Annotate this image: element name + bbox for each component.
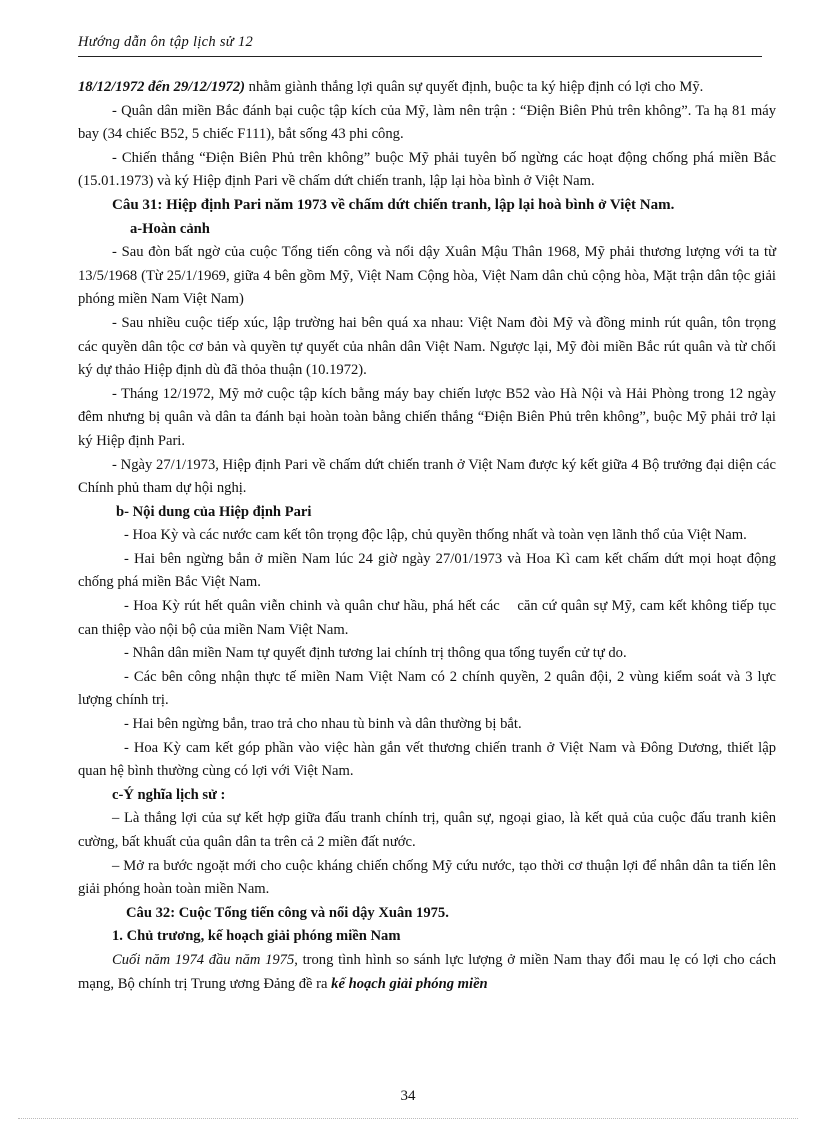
content-item-1: - Hoa Kỳ và các nước cam kết tôn trọng độc lập, chủ quyền thống nhất và toàn vẹn lãnh thổ của Việt Nam. [124, 527, 747, 544]
paragraph-plan [78, 949, 776, 996]
paragraph-continuation [78, 76, 776, 100]
content-item-3: - Hoa Kỳ rút hết quân viễn chinh và quân chư hầu, phá hết các căn cứ quân sự Mỹ, cam kết không tiếp tục can thiệp vào nội bộ của miền Nam Việt Nam. [78, 598, 780, 638]
emphasis-text: kế hoạch giải phóng miền [331, 975, 488, 992]
section-a-heading: a-Hoàn cảnh [130, 220, 210, 237]
document-body [78, 76, 780, 996]
question-32-heading: Câu 32: Cuộc Tổng tiến công và nổi dậy Xuân 1975. [126, 904, 449, 921]
context-item-1: - Sau đòn bất ngờ của cuộc Tổng tiến công và nổi dậy Xuân Mậu Thân 1968, Mỹ phải thương lượng với ta từ 13/5/1968 (Từ 25/1/1969, giữa 4 bên gồm Mỹ, Việt Nam Cộng hòa, Việt Nam dân chủ cộng hòa, Mặt trận dân tộc giải phóng miền Nam Việt Nam) [78, 244, 776, 308]
paragraph-text: , trong tình hình so sánh lực lượng ở miền Nam thay đổi mau lẹ có lợi cho cách mạng, Bộ chính trị Trung ương Đảng đề ra [78, 951, 777, 992]
paragraph-dien-bien-phu: - Quân dân miền Bắc đánh bại cuộc tập kích của Mỹ, làm nên trận : “Điện Biên Phủ trên không”. Ta hạ 81 máy bay (34 chiếc B52, 5 chiếc F111), bắt sống 43 phi công. [78, 102, 776, 143]
header-rule [78, 56, 762, 57]
paragraph-victory: - Chiến thắng “Điện Biên Phủ trên không” buộc Mỹ phải tuyên bố ngừng các hoạt động chống phá miền Bắc (15.01.1973) và ký Hiệp định Pari về chấm dứt chiến tranh, lập lại hòa bình ở Việt Nam. [78, 149, 776, 190]
italic-date-text: Cuối năm 1974 đầu năm 1975 [112, 951, 295, 968]
content-item-4: - Nhân dân miền Nam tự quyết định tương lai chính trị thông qua tổng tuyển cử tự do. [124, 645, 627, 662]
context-item-4: - Ngày 27/1/1973, Hiệp định Pari về chấm dứt chiến tranh ở Việt Nam được ký kết giữa 4 Bộ trưởng đại diện các Chính phủ tham dự hội nghị. [78, 456, 776, 497]
paragraph-text: nhằm giành thắng lợi quân sự quyết định, buộc ta ký hiệp định có lợi cho Mỹ. [245, 79, 704, 95]
significance-item-2: – Mở ra bước ngoặt mới cho cuộc kháng chiến chống Mỹ cứu nước, tạo thời cơ thuận lợi để nhân dân ta tiến lên giải phóng hoàn toàn miền Nam. [78, 857, 776, 898]
content-item-5: - Các bên công nhận thực tế miền Nam Việt Nam có 2 chính quyền, 2 quân đội, 2 vùng kiểm soát và 3 lực lượng chính trị. [78, 668, 776, 709]
question-31-heading: Câu 31: Hiệp định Pari năm 1973 về chấm dứt chiến tranh, lập lại hoà bình ở Việt Nam. [112, 196, 675, 213]
date-range-text: 18/12/1972 đến 29/12/1972) [78, 79, 246, 95]
significance-item-1: – Là thắng lợi của sự kết hợp giữa đấu tranh chính trị, quân sự, ngoại giao, là kết quả của cuộc đấu tranh kiên cường, bất khuất của quân dân ta trên cả 2 miền đất nước. [78, 810, 776, 850]
section-1-heading: 1. Chủ trương, kế hoạch giải phóng miền Nam [112, 928, 401, 945]
content-item-7: - Hoa Kỳ cam kết góp phần vào việc hàn gắn vết thương chiến tranh ở Việt Nam và Đông Dương, thiết lập quan hệ bình thường cùng có lợi với Việt Nam. [78, 739, 776, 780]
section-c-heading: c-Ý nghĩa lịch sử : [112, 786, 226, 803]
content-item-2: - Hai bên ngừng bắn ở miền Nam lúc 24 giờ ngày 27/01/1973 và Hoa Kì cam kết chấm dứt mọi hoạt động chống phá miền Bắc Việt Nam. [78, 550, 776, 591]
footer-rule [18, 1118, 798, 1119]
content-item-6: - Hai bên ngừng bắn, trao trả cho nhau tù binh và dân thường bị bắt. [124, 716, 522, 733]
context-item-2: - Sau nhiều cuộc tiếp xúc, lập trường hai bên quá xa nhau: Việt Nam đòi Mỹ và đồng minh rút quân, tôn trọng các quyền dân tộc cơ bản và quyền tự quyết của nhân dân Việt Nam. Ngược lại, Mỹ đòi miền Bắc rút quân và từ chối ký dự thảo Hiệp định dù đã thỏa thuận (10.1972). [78, 314, 776, 379]
running-header: Hướng dẫn ôn tập lịch sử 12 [78, 34, 254, 50]
context-item-3: - Tháng 12/1972, Mỹ mở cuộc tập kích bằng máy bay chiến lược B52 vào Hà Nội và Hải Phòng trong 12 ngày đêm nhưng bị quân và dân ta đánh bại hoàn toàn bằng chiến thắng “Điện Biên Phủ trên không”, buộc Mỹ phải trở lại ký Hiệp định Pari. [78, 385, 776, 449]
section-b-heading: b- Nội dung của Hiệp định Pari [116, 503, 312, 520]
page-number: 34 [400, 1088, 416, 1104]
